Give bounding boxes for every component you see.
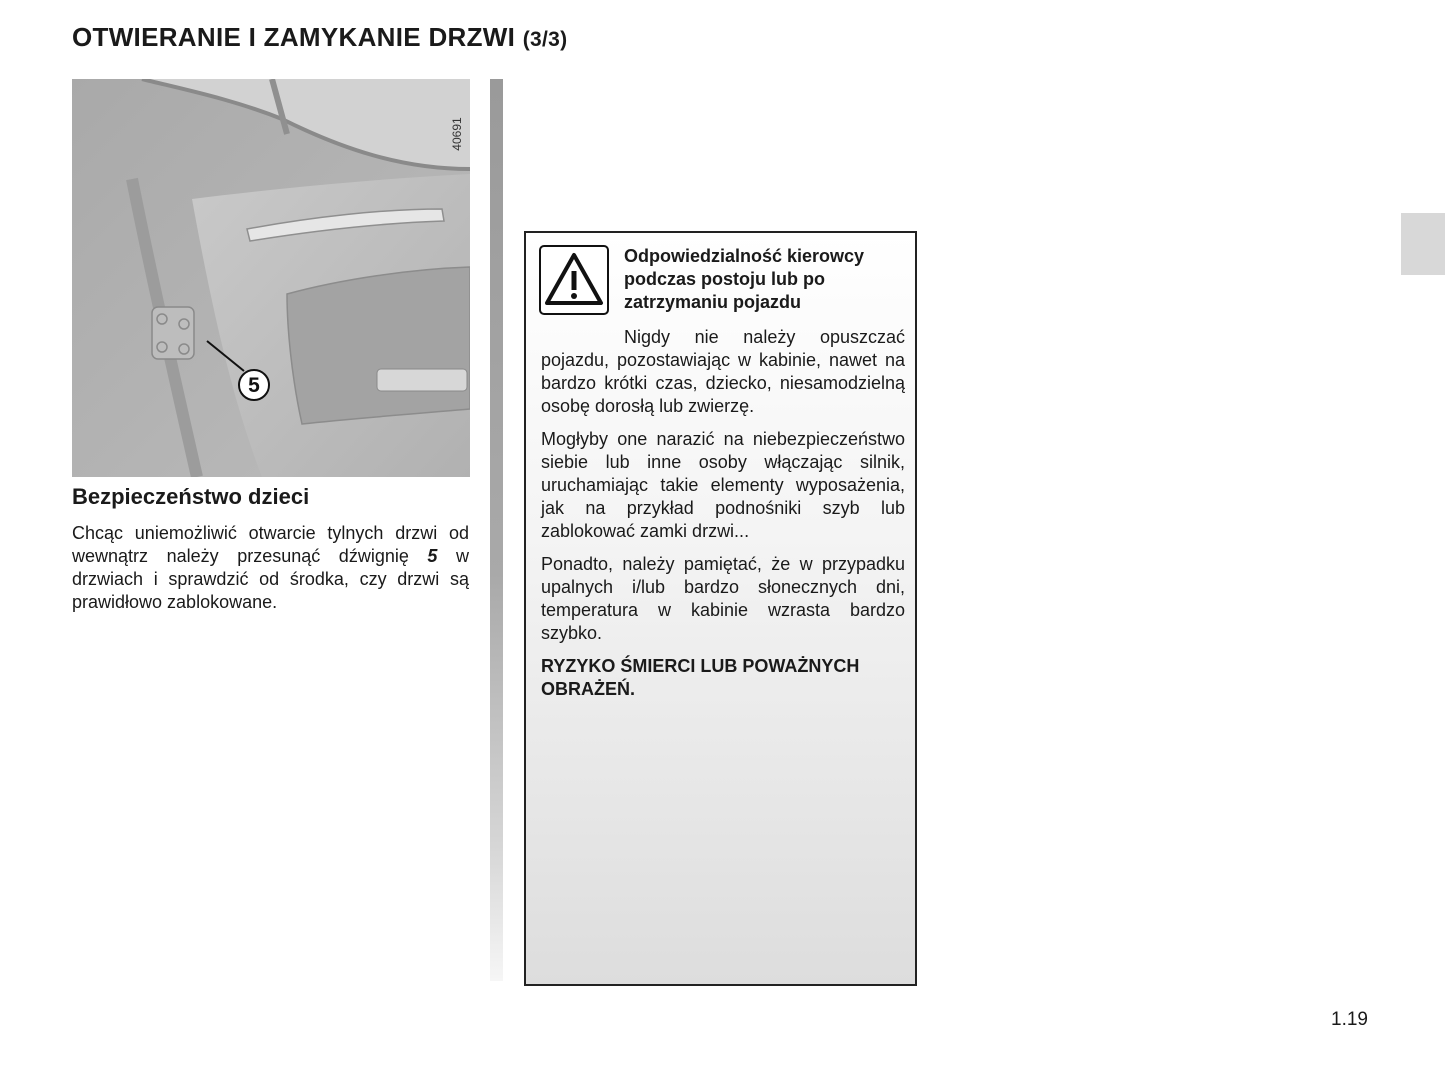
page-number: 1.19 bbox=[1331, 1009, 1368, 1030]
warning-box bbox=[524, 231, 917, 986]
column-divider bbox=[490, 79, 503, 981]
section-text-part: Chcąc uniemożliwić otwarcie tylnych drzwi od wewnątrz należy przesunąć dźwignię bbox=[72, 523, 469, 566]
warning-paragraph: Mogłyby one narazić na niebezpieczeństwo siebie lub inne osoby włączając silnik, uruchamiając takie elementy wyposażenia, jak na przykład podnośniki szyb lub zablokować zamki drzwi... bbox=[541, 429, 905, 541]
page-title-part: (3/3) bbox=[522, 28, 568, 51]
lever-reference: 5 bbox=[427, 546, 438, 566]
section-text-part: w drzwiach i sprawdzić od środka, czy drzwi są prawidłowo zablokowane. bbox=[72, 546, 470, 612]
warning-title: Odpowiedzialność kierowcy podczas postoju lub po zatrzymaniu pojazdu bbox=[624, 246, 865, 312]
callout-label: 5 bbox=[248, 374, 260, 397]
door-illustration bbox=[72, 79, 470, 477]
door-drawing bbox=[72, 79, 470, 477]
warning-triangle-icon bbox=[539, 245, 609, 315]
warning-body bbox=[541, 326, 905, 711]
warning-paragraph: Nigdy nie należy opuszczać pojazdu, pozostawiając w kabinie, nawet na bardzo krótki czas, dziecko, niesamodzielną osobę dorosłą lub zwierzę. bbox=[541, 327, 905, 416]
section-heading: Bezpieczeństwo dzieci bbox=[72, 484, 310, 509]
chapter-tab bbox=[1401, 213, 1445, 275]
warning-emphasis: RYZYKO ŚMIERCI LUB POWAŻNYCH OBRAŻEŃ. bbox=[541, 656, 860, 699]
warning-paragraph: Ponadto, należy pamiętać, że w przypadku upalnych i/lub bardzo słonecznych dni, temperatura w kabinie wzrasta bardzo szybko. bbox=[541, 554, 905, 643]
figure-number: 40691 bbox=[450, 117, 464, 151]
page-title bbox=[72, 22, 567, 53]
section-text bbox=[72, 522, 469, 614]
page-title-text: OTWIERANIE I ZAMYKANIE DRZWI bbox=[72, 22, 516, 52]
